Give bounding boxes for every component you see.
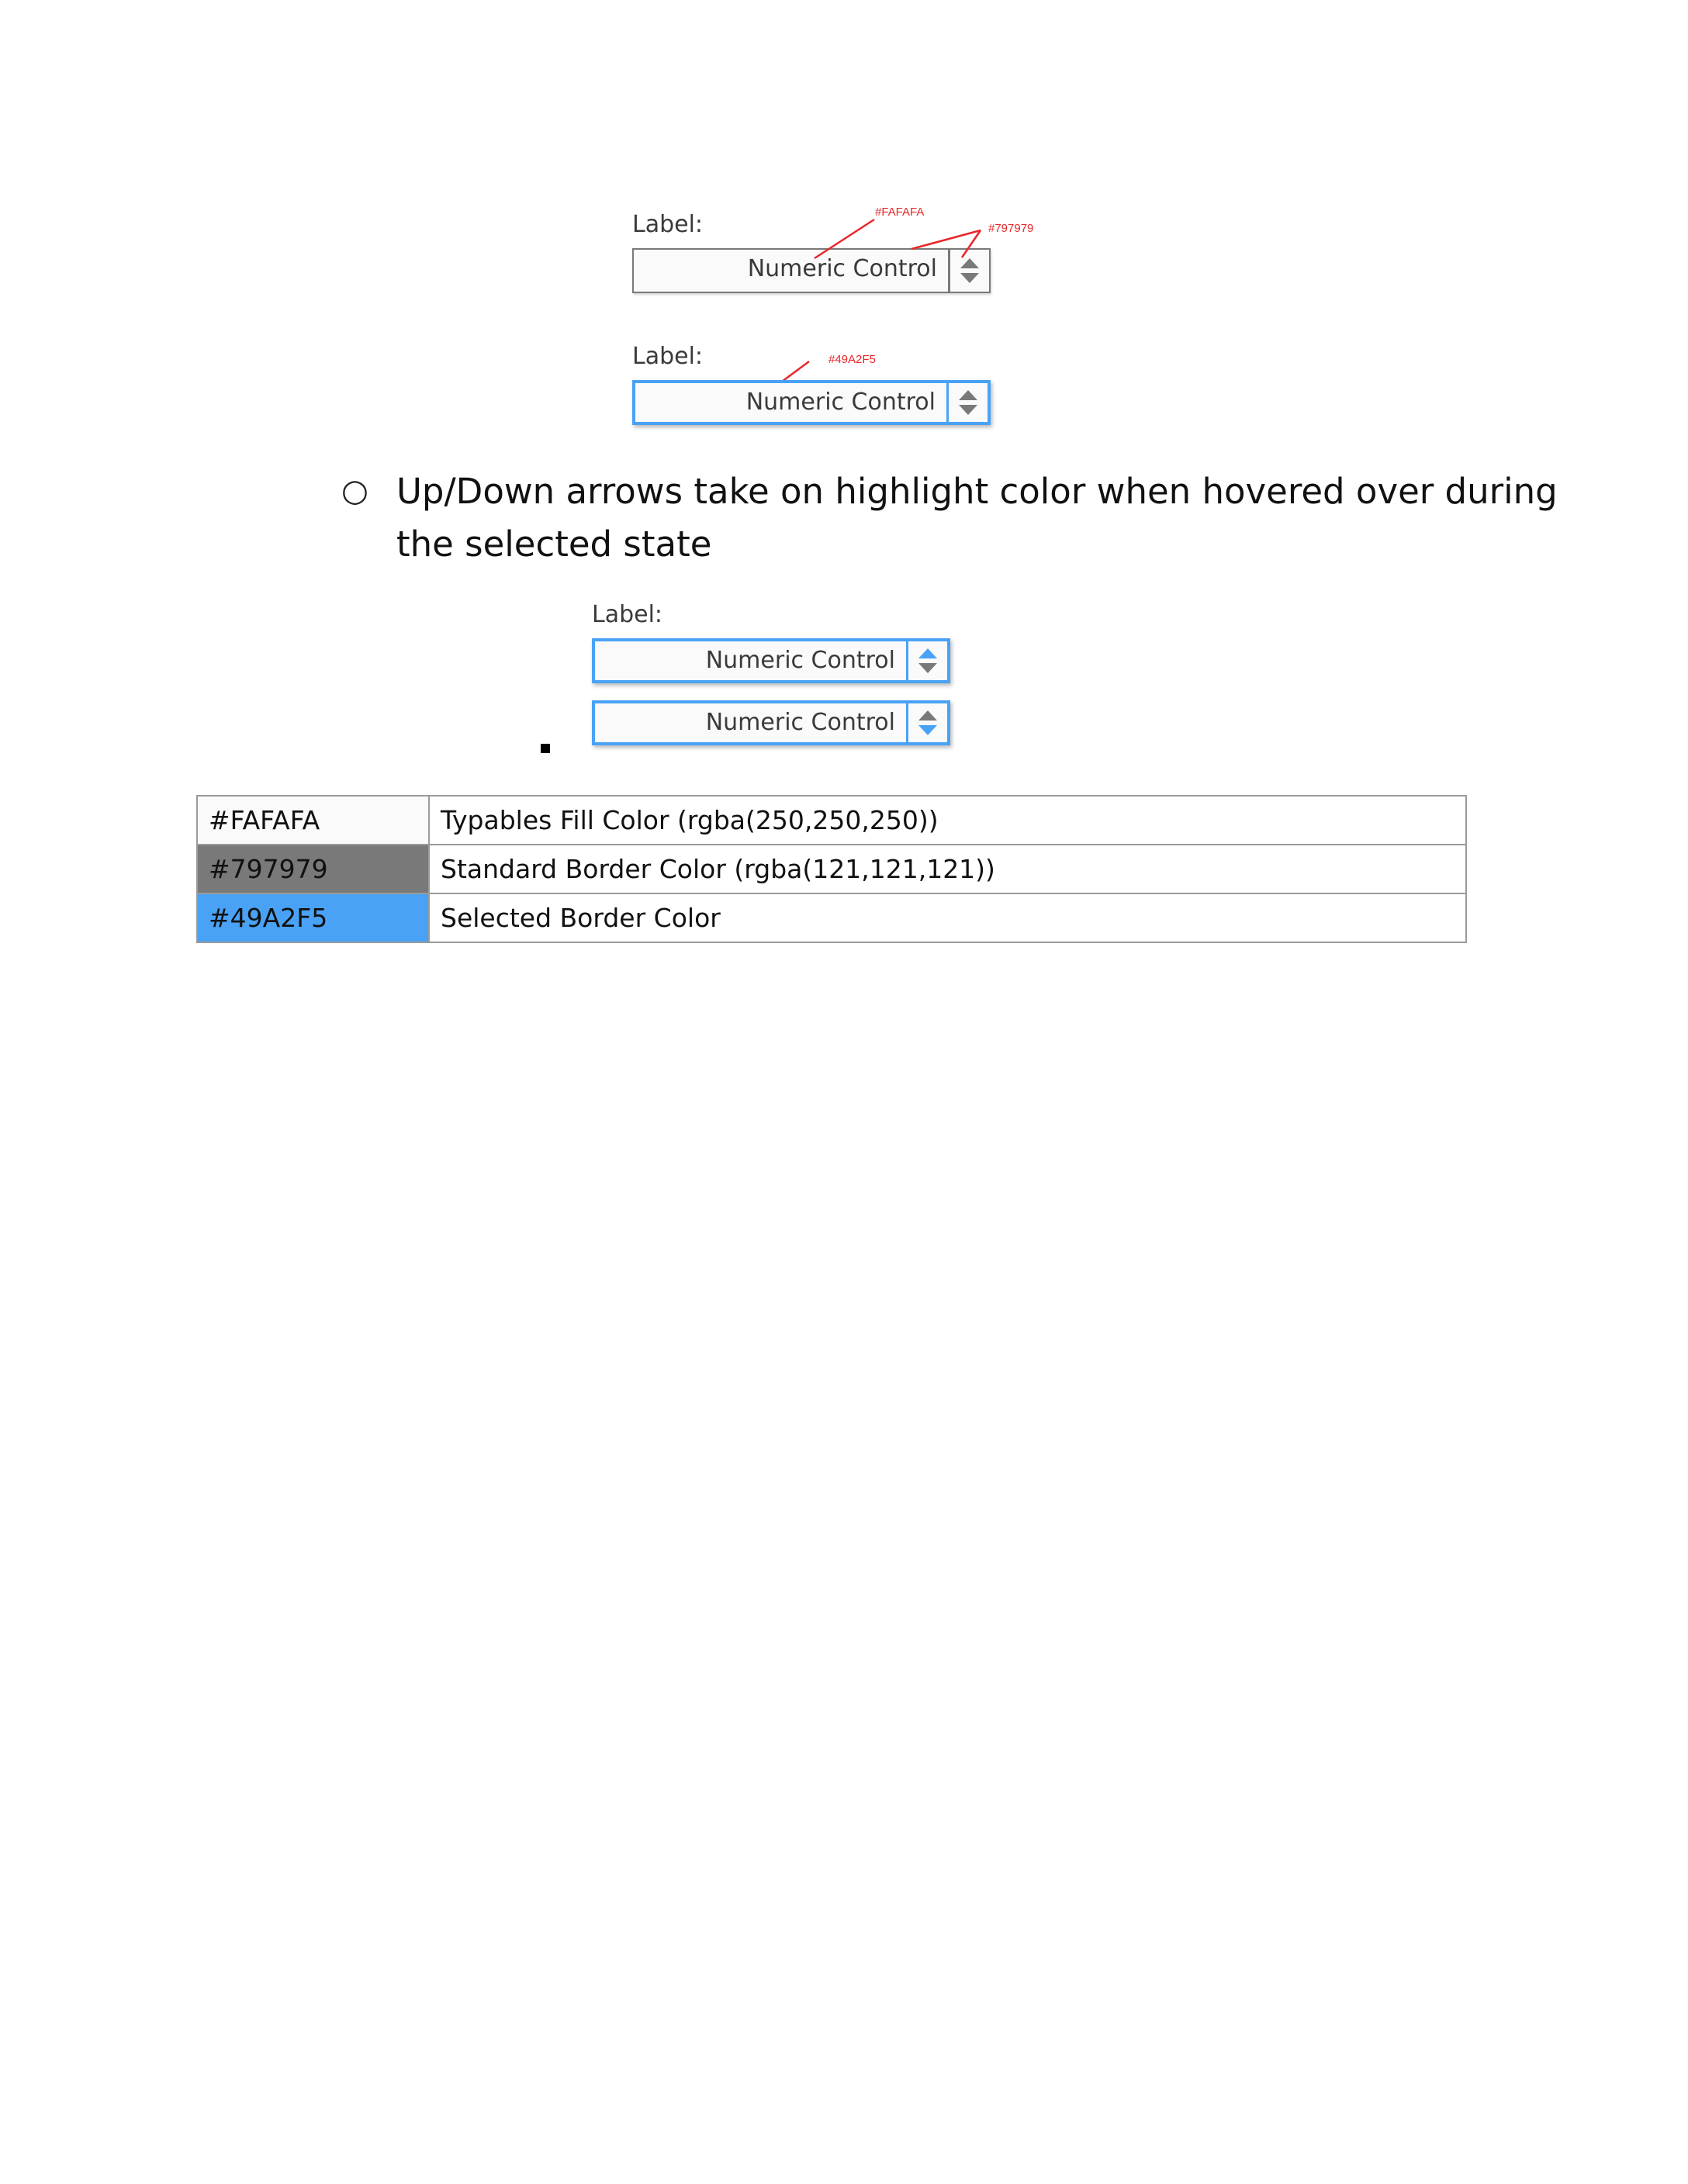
- bullet-text-line-2: the selected state: [396, 524, 712, 565]
- table-row: [197, 893, 1466, 942]
- down-arrow-icon[interactable]: [959, 405, 977, 415]
- up-arrow-icon[interactable]: [918, 648, 937, 658]
- numeric-control-value[interactable]: Numeric Control: [705, 709, 895, 736]
- hollow-circle-bullet-icon: ○: [341, 473, 368, 509]
- spinner: [946, 383, 988, 422]
- spinner: [906, 703, 947, 742]
- annotation-leader-lines: [0, 0, 1688, 543]
- numeric-control-selected[interactable]: [632, 380, 991, 425]
- annotation-fill-color: #FAFAFA: [875, 206, 925, 219]
- numeric-control-value[interactable]: Numeric Control: [747, 255, 937, 282]
- annotation-border-color: #797979: [988, 222, 1034, 235]
- swatch-cell: #FAFAFA: [197, 796, 429, 845]
- example-2-label: Label:: [632, 343, 704, 370]
- swatch-cell: #49A2F5: [197, 893, 429, 942]
- down-arrow-icon[interactable]: [918, 663, 937, 673]
- square-bullet-icon: [541, 744, 550, 753]
- annotation-selected-border: #49A2F5: [828, 353, 876, 366]
- description-cell: Selected Border Color: [429, 893, 1466, 942]
- down-arrow-icon[interactable]: [918, 725, 937, 735]
- numeric-control-hover-up[interactable]: [592, 638, 950, 683]
- example-1-label: Label:: [632, 211, 704, 238]
- numeric-control-hover-down[interactable]: [592, 700, 950, 745]
- bullet-paragraph: [396, 465, 1669, 571]
- up-arrow-icon[interactable]: [959, 390, 977, 400]
- description-cell: Typables Fill Color (rgba(250,250,250)): [429, 796, 1466, 845]
- spinner: [906, 641, 947, 680]
- bullet-text-line-1: Up/Down arrows take on highlight color when hovered over during: [396, 471, 1558, 512]
- up-arrow-icon[interactable]: [918, 710, 937, 721]
- table-row: [197, 845, 1466, 893]
- table-row: [197, 796, 1466, 845]
- color-table: [196, 795, 1467, 943]
- description-cell: Standard Border Color (rgba(121,121,121)): [429, 845, 1466, 893]
- example-3-label: Label:: [592, 601, 663, 628]
- numeric-control-value[interactable]: Numeric Control: [745, 389, 936, 416]
- numeric-control-value[interactable]: Numeric Control: [705, 647, 895, 674]
- swatch-cell: #797979: [197, 845, 429, 893]
